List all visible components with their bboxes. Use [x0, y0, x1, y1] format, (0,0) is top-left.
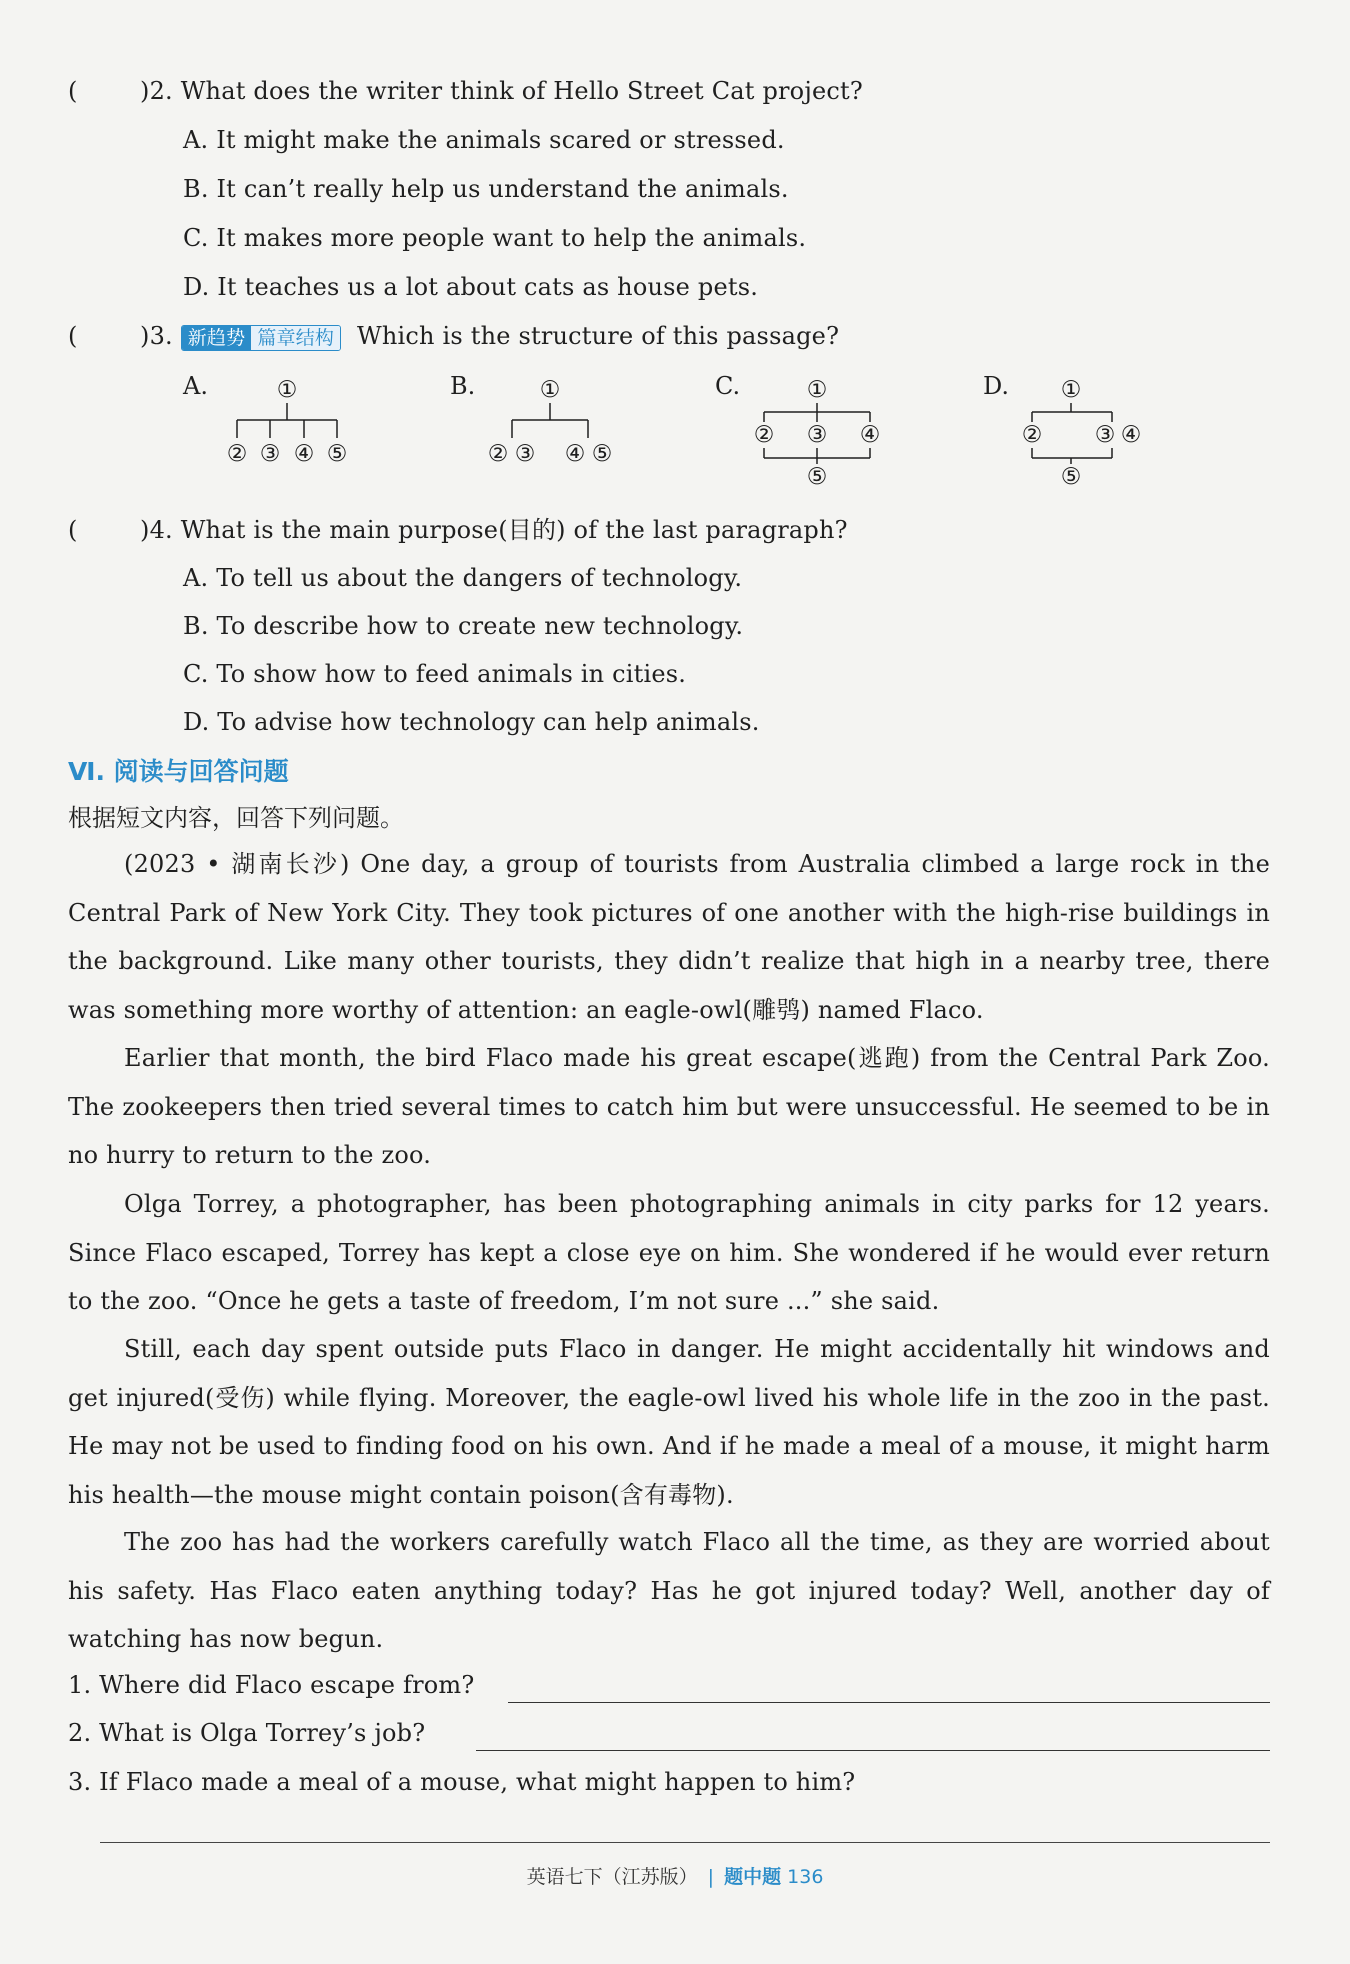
diagram-b-letter: B.	[450, 372, 476, 400]
structure-label: 篇章结构	[251, 326, 340, 350]
node-3: ③	[514, 441, 536, 467]
q2-option-c: C. It makes more people want to help the animals.	[183, 224, 807, 252]
passage-paragraph-1: (2023 • 湖南长沙) One day, a group of tourists from Australia climbed a large rock in the Central Park of New York City. They took pictures of one another with the high-rise buildings in the background. Like many other tourists, they didn’t realize that high in a nearby tree, there was something more worthy of attention: an eagle-owl(雕鸮) named Flaco.	[68, 850, 1270, 1024]
q2-option-d: D. It teaches us a lot about cats as house pets.	[183, 273, 759, 301]
node-3: ③	[259, 441, 281, 467]
question-3: 3. If Flaco made a meal of a mouse, what might happen to him?	[68, 1768, 856, 1796]
section-instruction: 根据短文内容，回答下列问题。	[68, 804, 404, 832]
new-trend-label: 新趋势	[182, 326, 252, 350]
question-1: 1. Where did Flaco escape from?	[68, 1671, 475, 1699]
answer-paren-q4[interactable]: (	[68, 516, 78, 544]
q4-option-c: C. To show how to feed animals in cities.	[183, 660, 687, 688]
brand-name: 题中题	[724, 1866, 782, 1888]
node-5: ⑤	[591, 441, 613, 467]
node-5: ⑤	[326, 441, 348, 467]
trend-tag	[181, 325, 341, 351]
diagram-a-letter: A.	[183, 372, 208, 400]
structure-diagram-c[interactable]	[750, 370, 900, 490]
node-4: ④	[293, 441, 315, 467]
structure-diagram-a[interactable]	[220, 370, 360, 480]
node-4: ④	[564, 441, 586, 467]
diagram-c-letter: C.	[715, 372, 741, 400]
node-5: ⑤	[1060, 464, 1082, 490]
q4-option-a: A. To tell us about the dangers of technology.	[183, 564, 743, 592]
question-2: 2. What is Olga Torrey’s job?	[68, 1719, 426, 1747]
answer-line-1[interactable]	[508, 1702, 1270, 1703]
node-2: ②	[487, 441, 509, 467]
page-number: 136	[787, 1866, 824, 1888]
node-2: ②	[753, 422, 775, 448]
question-3-stem	[140, 321, 839, 351]
node-3: ③	[1094, 422, 1116, 448]
diagram-d-letter: D.	[983, 372, 1010, 400]
question-2-stem: )2. What does the writer think of Hello Street Cat project?	[140, 77, 863, 105]
structure-diagram-b[interactable]	[484, 370, 624, 480]
question-4-stem: )4. What is the main purpose(目的) of the last paragraph?	[140, 516, 848, 544]
passage-paragraph-4: Still, each day spent outside puts Flaco in danger. He might accidentally hit windows and get injured(受伤) while flying. Moreover, the eagle-owl lived his whole life in the zoo in the past. He may not be used to finding food on his own. And if he made a meal of a mouse, it might harm his health—the mouse might contain poison(含有毒物).	[68, 1335, 1270, 1509]
answer-line-2[interactable]	[476, 1750, 1270, 1751]
q2-option-b: B. It can’t really help us understand the animals.	[183, 175, 789, 203]
q4-option-b: B. To describe how to create new technology.	[183, 612, 744, 640]
question-3-number: )3.	[140, 322, 173, 350]
node-1: ①	[806, 377, 828, 403]
node-5: ⑤	[806, 464, 828, 490]
answer-paren-q3[interactable]: (	[68, 322, 78, 350]
node-1: ①	[539, 377, 561, 403]
node-4: ④	[1120, 422, 1142, 448]
node-2: ②	[226, 441, 248, 467]
structure-diagram-d[interactable]	[1020, 370, 1170, 490]
passage-paragraph-5: The zoo has had the workers carefully watch Flaco all the time, as they are worried about his safety. Has Flaco eaten anything today? Has he got injured today? Well, another day of watching has now begun.	[68, 1528, 1270, 1653]
passage-paragraph-2: Earlier that month, the bird Flaco made his great escape(逃跑) from the Central Park Zoo. The zookeepers then tried several times to catch him but were unsuccessful. He seemed to be in no hurry to return to the zoo.	[68, 1044, 1270, 1169]
node-1: ①	[276, 377, 298, 403]
answer-paren-q2[interactable]: (	[68, 77, 78, 105]
passage-paragraph-3: Olga Torrey, a photographer, has been photographing animals in city parks for 12 years. Since Flaco escaped, Torrey has kept a close eye on him. She wondered if he would ever return to the zoo. “Once he gets a taste of freedom, I’m not sure ...” she said.	[68, 1190, 1270, 1315]
q4-option-d: D. To advise how technology can help animals.	[183, 708, 760, 736]
node-4: ④	[859, 422, 881, 448]
footer-separator: |	[707, 1866, 715, 1888]
node-1: ①	[1060, 377, 1082, 403]
answer-line-3[interactable]	[100, 1842, 1270, 1843]
q2-option-a: A. It might make the animals scared or stressed.	[183, 126, 785, 154]
node-3: ③	[806, 422, 828, 448]
question-3-text: Which is the structure of this passage?	[356, 322, 840, 350]
section-title: Ⅵ. 阅读与回答问题	[68, 757, 289, 786]
book-title: 英语七下（江苏版）	[526, 1866, 698, 1888]
node-2: ②	[1021, 422, 1043, 448]
page-footer	[0, 1862, 1350, 1889]
